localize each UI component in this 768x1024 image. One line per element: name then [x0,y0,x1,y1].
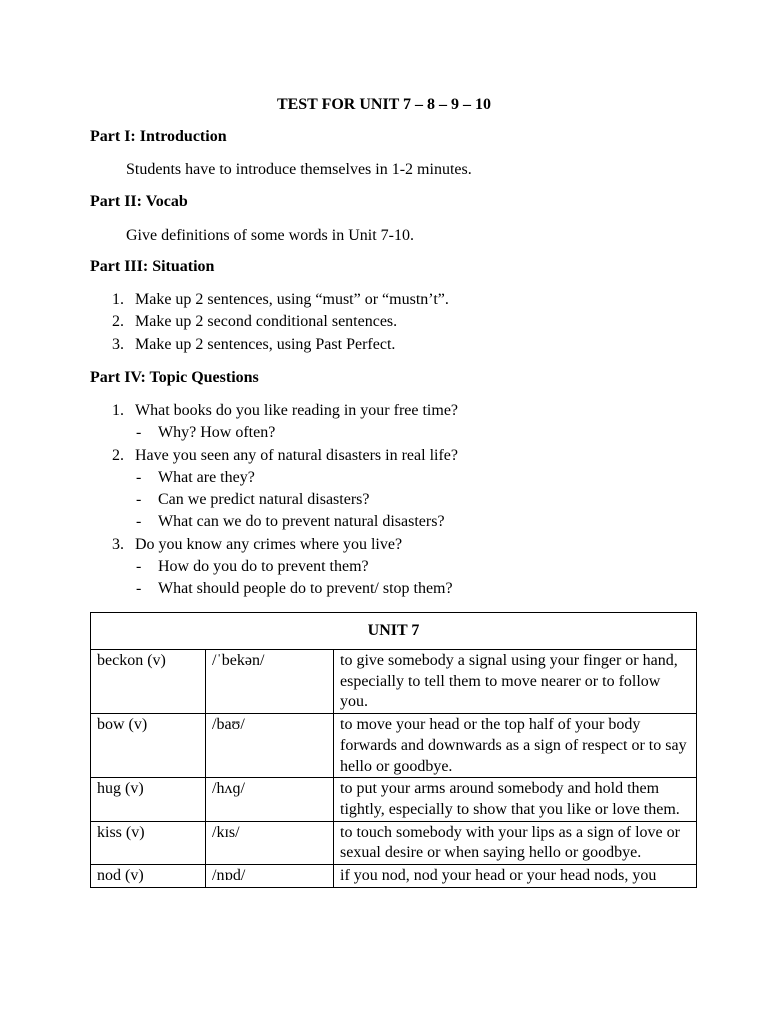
list-number: 2. [112,313,124,331]
ipa-cell: /baʊ/ [206,714,334,778]
part1-text: Students have to introduce themselves in 1-2 minutes. [126,161,472,178]
sub-item-text: Why? How often? [158,424,276,442]
word-cell: kiss (v) [91,821,206,864]
definition-cell: to give somebody a signal using your finger or hand, especially to tell them to move nearer or to follow you. [334,650,697,714]
table-row [91,865,697,888]
sub-list-item [135,467,458,489]
definition-cell: to move your head or the top half of your body forwards and downwards as a sign of respect or to say hello or goodbye. [334,714,697,778]
definition-cell: to touch somebody with your lips as a sign of love or sexual desire or when saying hello or goodbye. [334,821,697,864]
sub-list [135,467,458,534]
definition-cell: to put your arms around somebody and hold them tightly, especially to show that you like or love them. [334,778,697,821]
dash-bullet: - [136,468,142,486]
list-number: 3. [112,535,124,553]
list-number: 2. [112,446,124,464]
list-number: 1. [112,402,124,419]
list-item-text: Make up 2 sentences, using “must” or “mustn’t”. [135,291,449,308]
part3-heading: Part III: Situation [90,258,215,275]
part4-heading: Part IV: Topic Questions [90,369,259,386]
list-item-text: Make up 2 second conditional sentences. [135,313,398,331]
sub-item-text: How do you do to prevent them? [158,558,369,576]
word-cell: beckon (v) [91,650,206,714]
sub-item-text: What are they? [158,468,255,486]
table-row [91,821,697,864]
list-number: 1. [112,291,124,308]
table-row [91,650,697,714]
sub-list [135,422,458,444]
dash-bullet: - [136,513,142,531]
dash-bullet: - [136,424,142,442]
sub-list-item [135,556,458,578]
word-cell: bow (v) [91,714,206,778]
dash-bullet: - [136,580,142,598]
list-item-text: Have you seen any of natural disasters in real life? [135,446,458,464]
list-item-text: Make up 2 sentences, using Past Perfect. [135,335,396,353]
word-cell: nod (v) [91,865,206,888]
dash-bullet: - [136,558,142,576]
sub-list [135,556,458,601]
table-row [91,714,697,778]
ipa-cell: /ˈbekən/ [206,650,334,714]
part4-list [90,400,458,601]
ipa-cell: /kɪs/ [206,821,334,864]
list-number: 3. [112,335,124,353]
list-item-text: Do you know any crimes where you live? [135,535,403,553]
sub-list-item [135,422,458,444]
list-item [90,534,458,601]
table-header-row [91,613,697,650]
part1-heading: Part I: Introduction [90,128,227,145]
dash-bullet: - [136,491,142,509]
ipa-cell: /hʌɡ/ [206,778,334,821]
page-title: TEST FOR UNIT 7 – 8 – 9 – 10 [276,96,492,113]
sub-list-item [135,511,458,533]
sub-item-text: Can we predict natural disasters? [158,491,370,509]
list-item [90,311,449,333]
part2-text: Give definitions of some words in Unit 7-10. [126,227,414,244]
sub-list-item [135,489,458,511]
part3-list [90,289,449,356]
list-item-text: What books do you like reading in your free time? [135,402,459,419]
table-unit-header: UNIT 7 [91,613,697,650]
definition-cell: if you nod, nod your head or your head nods, you [334,865,697,888]
part2-heading: Part II: Vocab [90,193,188,210]
list-item [90,400,458,445]
table-row [91,778,697,821]
list-item [90,445,458,534]
sub-list-item [135,578,458,600]
sub-item-text: What can we do to prevent natural disasters? [158,513,445,531]
ipa-cell: /nɒd/ [206,865,334,888]
vocab-table [90,612,697,888]
word-cell: hug (v) [91,778,206,821]
sub-item-text: What should people do to prevent/ stop them? [158,580,453,598]
list-item [90,289,449,311]
list-item [90,334,449,356]
